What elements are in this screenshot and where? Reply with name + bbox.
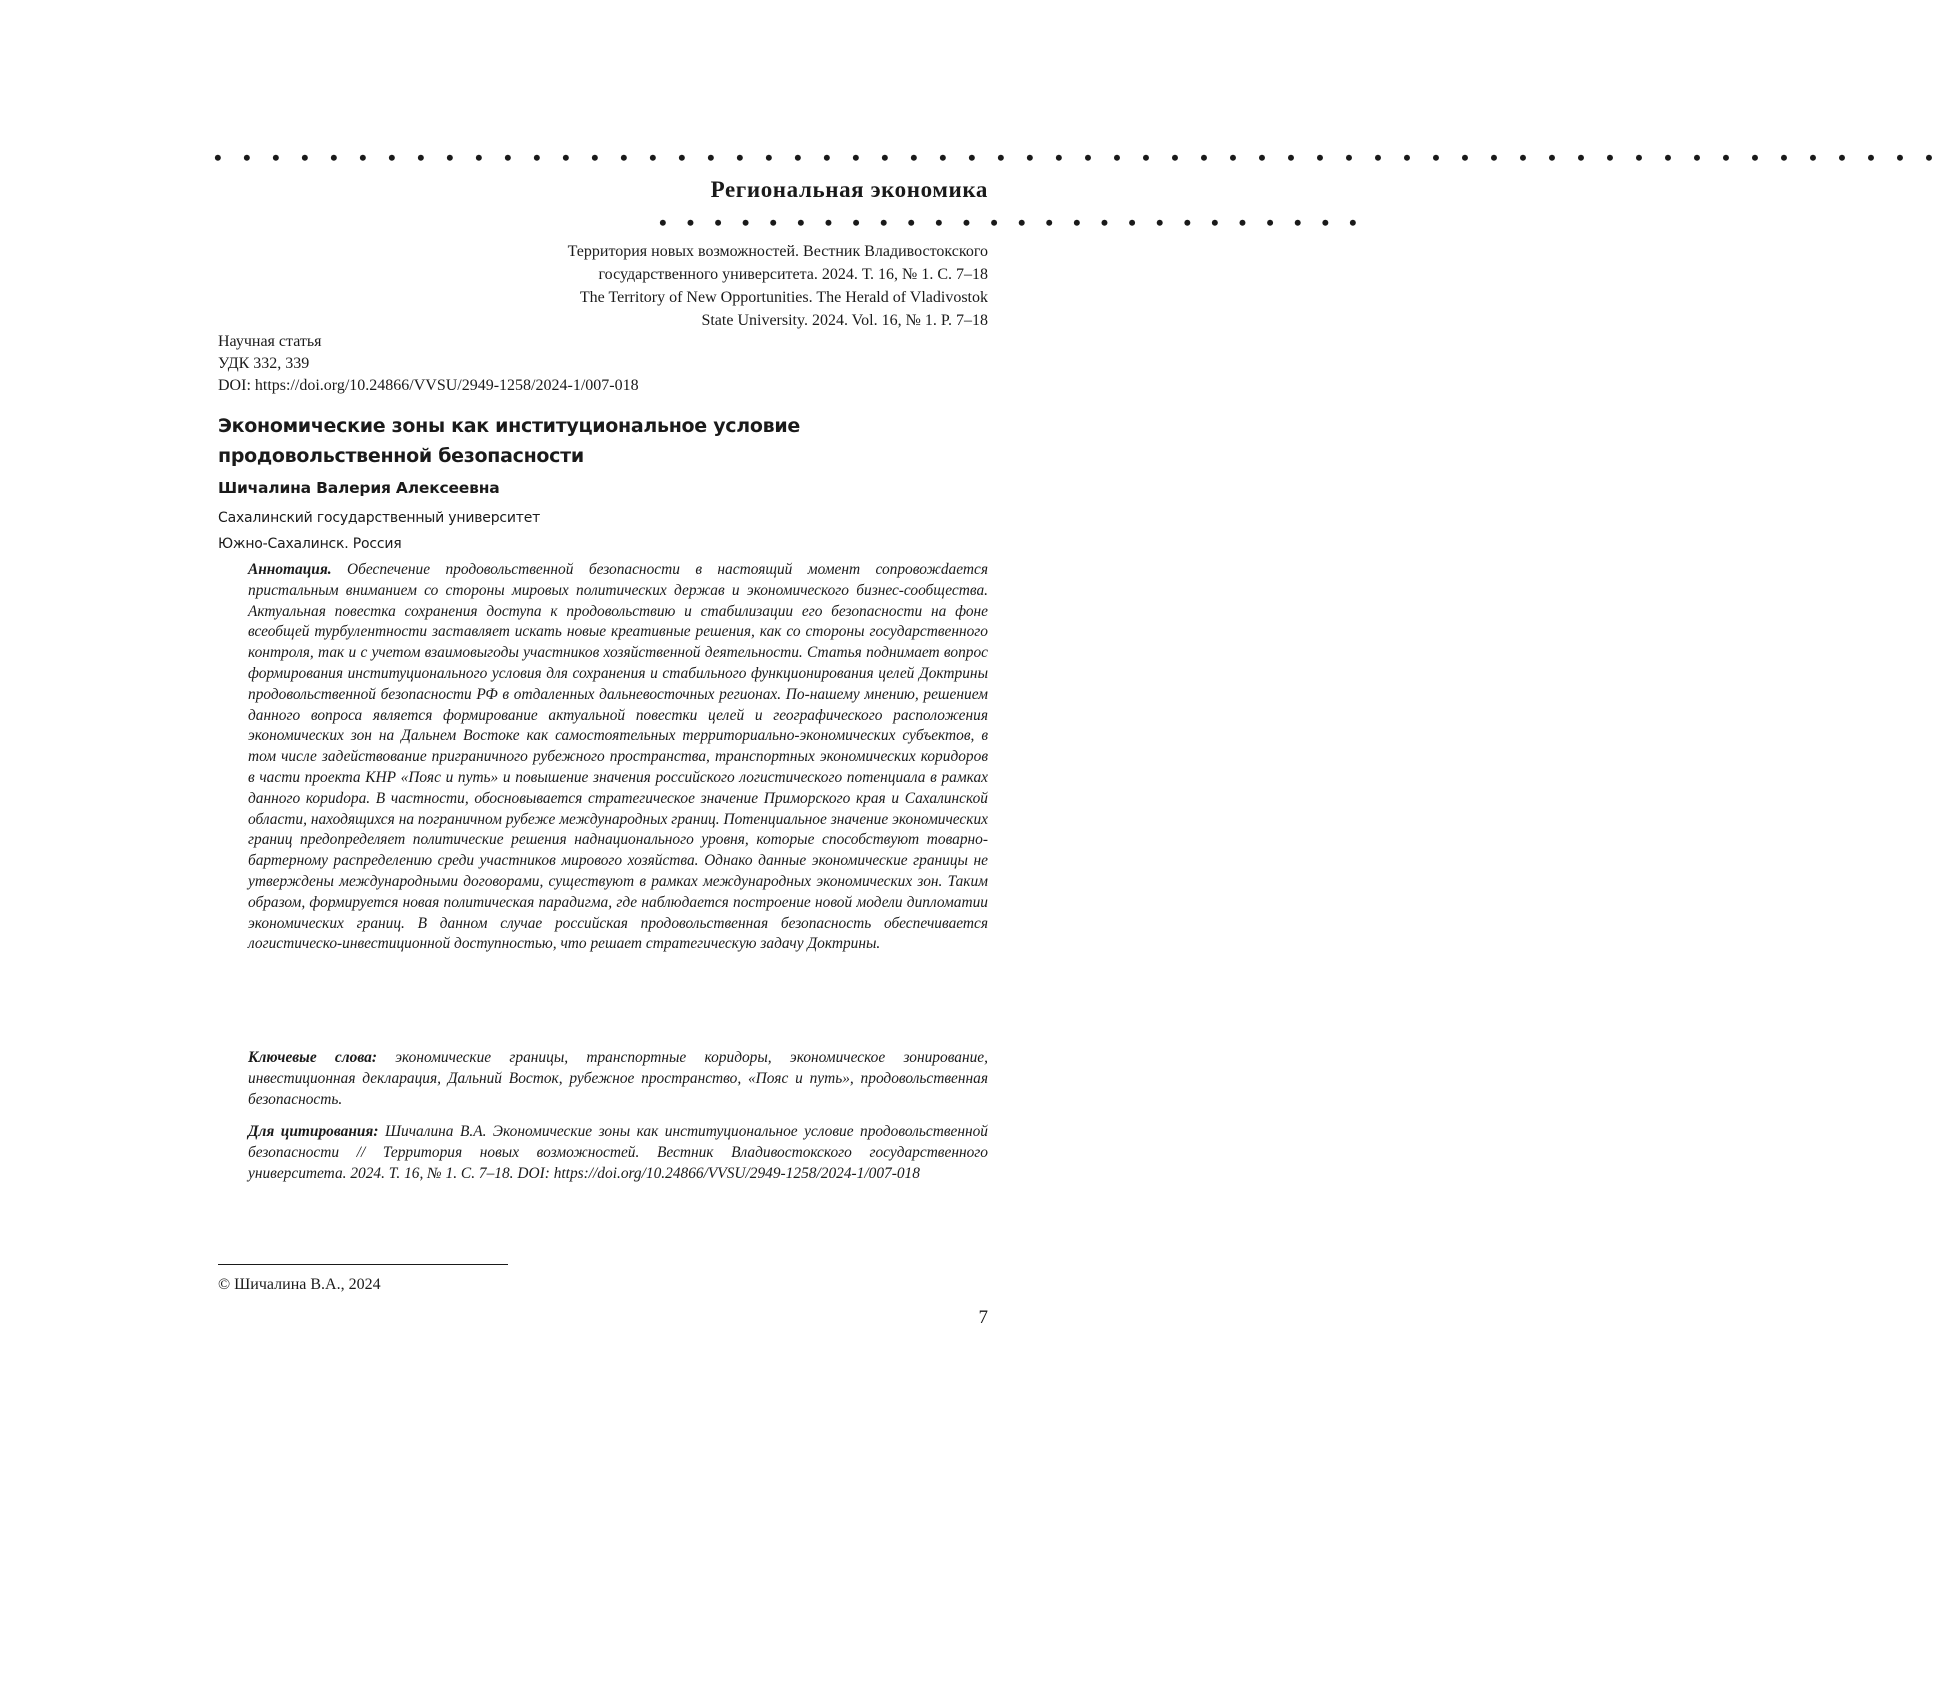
page-number: 7 [979, 1307, 989, 1329]
citation [248, 1122, 988, 1184]
article-title-line-1: Экономические зоны как институциональное условие [218, 411, 918, 441]
article-title [218, 411, 918, 471]
journal-reference [468, 240, 988, 332]
abstract-label: Аннотация. [248, 561, 332, 578]
section-title: Региональная экономика [711, 177, 988, 203]
abstract-text: Обеспечение продовольственной безопасности в настоящий момент сопровож­dается пристальным вниманием со стороны мировых политических держав и экономического бизнес-сообщества. Актуальная повестка сохранения доступа к продовольствию и стабили­зации его безопасности на фоне всеобщей турбулентности заставляет искать новые креа­тивные решения, как со стороны государственного контроля, так и с учетом взаимовыгоды участников хозяйственной деятельности. Статья поднимает вопрос формирования инсти­туционального условия для сохранения и стабильного функционирования целей Доктрины про­довольственной безопасности РФ в отдаленных дальневосточных регионах. По-нашему мне­нию, решением данного вопроса является формирование актуальной повестки целей и геогра­фического расположения экономических зон на Дальнем Востоке как самостоятельных тер­риториально-экономических субъектов, в том числе задействование приграничного рубежно­го пространства, транспортных экономических коридоров в части проекта КНР «Пояс и путь» и повышение значения российского логистического потенциала в рамках данного кори­dора. В частности, обосновывается стратегическое значение Приморского края и Сахалин­ской области, находящихся на пограничном рубеже международных границ. Потенциальное значение экономических границ предопределяет политические решения наднационального уровня, которые способствуют товарно-бартерному распределению среди участников миро­вого хозяйства. Однако данные экономические границы не утверждены международными до­говорами, существуют в рамках международных экономических зон. Таким образом, форми­руется новая политическая парадигма, где наблюдается построение новой модели диплома­тии экономических границ. В данном случае российская продовольственная безопасность обеспечивается логистическо-инвестиционной доступностью, что решает стратегическую задачу Доктрины. [248, 561, 988, 952]
doi-link[interactable]: DOI: https://doi.org/10.24866/VVSU/2949-1258/2024-1/007-018 [218, 375, 639, 397]
journal-ru-line-2: государственного университета. 2024. Т. 16, № 1. С. 7–18 [468, 263, 988, 286]
affiliation-university: Сахалинский государственный университет [218, 505, 540, 531]
author-name: Шичалина Валерия Алексеевна [218, 479, 500, 497]
journal-en-line-2: State University. 2024. Vol. 16, № 1. P. 7–18 [468, 309, 988, 332]
article-title-line-2: продовольственной безопасности [218, 441, 918, 471]
citation-text: Шичалина В.А. Экономические зоны как институциональное условие продоволь­ственной безопасности // Территория новых возможностей. Вестник Владивостокского госу­дарственного университета. 2024. Т. 16, № 1. С. 7–18. DOI: https://doi.org/10.24866/VVSU/2949-1258/2024-1/007-018 [248, 1123, 988, 1182]
keywords: Ключевые слова: экономические границы, транспортные коридоры, экономическое зони­рование, инвестиционная декларация, Дальний Восток, рубежное пространство, «Пояс и путь», продовольственная безопасность. [248, 1048, 988, 1110]
article-type: Научная статья [218, 331, 639, 353]
article-meta [218, 331, 639, 397]
keywords-label: Ключевые слова [248, 1049, 372, 1066]
author-affiliation [218, 505, 540, 557]
citation-label: Для цитирования: [248, 1123, 378, 1140]
keywords-text: экономические границы, транспортные коридоры, экономическое зони­рование, инвестиционная декларация, Дальний Восток, рубежное пространство, «Пояс и путь», продовольственная безопасность. [248, 1049, 988, 1108]
journal-ru-line-1: Территория новых возможностей. Вестник Владивостокского [468, 240, 988, 263]
udk-code: УДК 332, 339 [218, 353, 639, 375]
header-dot-rule: • • • • • • • • • • • • • • • • • • • • • • • • • • • • • • • • • • • • • • • • • • • • • • • • • • • • • • • • • • • • [214, 144, 986, 172]
section-dot-rule: • • • • • • • • • • • • • • • • • • • • • • • • • • [659, 209, 989, 237]
affiliation-location: Южно-Сахалинск. Россия [218, 531, 540, 557]
copyright-notice: © Шичалина В.А., 2024 [218, 1276, 381, 1294]
abstract [248, 560, 988, 955]
journal-en-line-1: The Territory of New Opportunities. The Herald of Vladivostok [468, 286, 988, 309]
footnote-divider [218, 1264, 508, 1265]
article-page [0, 0, 1200, 1698]
